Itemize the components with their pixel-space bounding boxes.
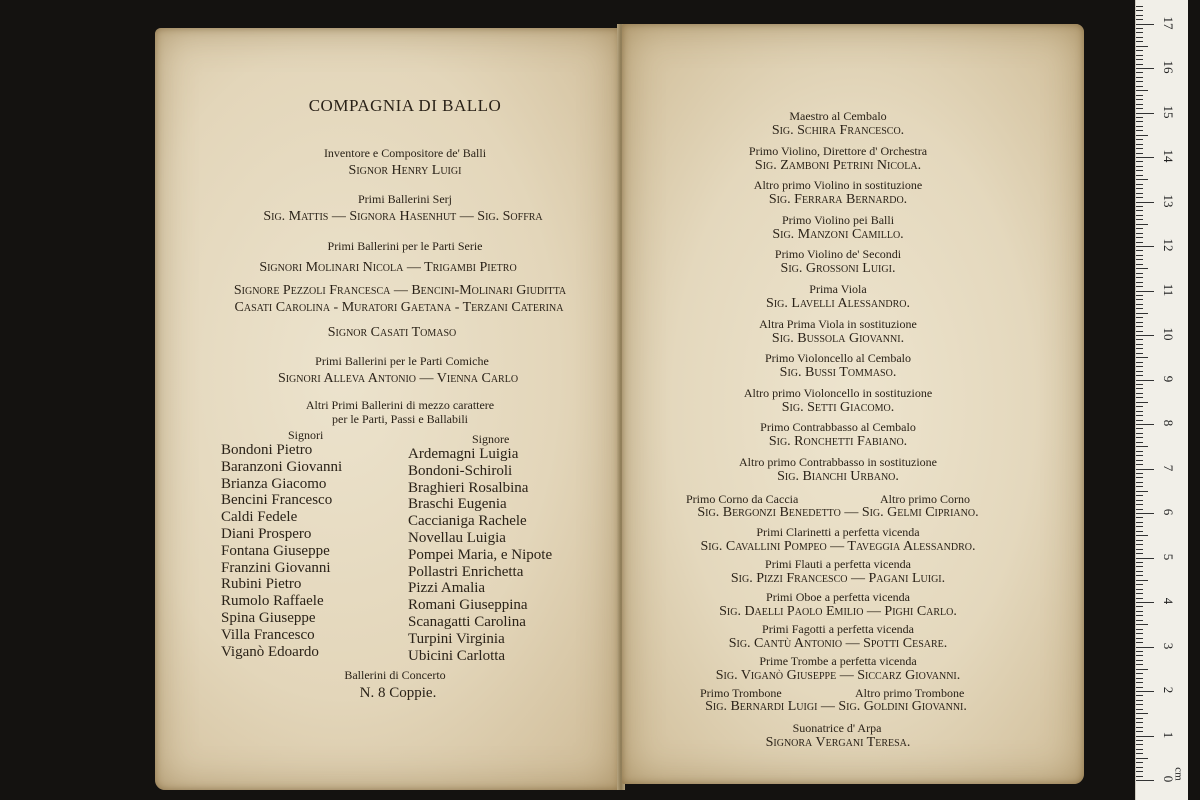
role-label: Primi Ballerini Serj bbox=[358, 192, 452, 206]
list-item: Novellau Luigia bbox=[408, 530, 506, 546]
ruler-tick bbox=[1136, 584, 1143, 585]
person-name: Sig. Cavallini Pompeo — Taveggia Alessandro. bbox=[700, 539, 976, 554]
ruler-tick bbox=[1136, 660, 1143, 661]
person-name: Sig. Bussi Tommaso. bbox=[779, 365, 897, 381]
ruler-tick bbox=[1136, 384, 1143, 385]
ruler-tick bbox=[1136, 161, 1143, 162]
ruler-tick bbox=[1136, 55, 1143, 56]
ruler-tick bbox=[1136, 264, 1143, 265]
ruler-tick bbox=[1136, 558, 1154, 559]
list-item: Romani Giuseppina bbox=[408, 597, 528, 614]
ruler-tick bbox=[1136, 15, 1143, 16]
ruler-tick bbox=[1136, 64, 1143, 65]
ruler-tick bbox=[1136, 647, 1154, 648]
ruler-tick bbox=[1136, 224, 1148, 225]
ruler-tick bbox=[1136, 259, 1143, 260]
ruler-tick bbox=[1136, 286, 1143, 287]
ruler-tick bbox=[1136, 695, 1143, 696]
ruler-tick bbox=[1136, 464, 1143, 465]
ruler-tick bbox=[1136, 673, 1143, 674]
ruler-tick bbox=[1136, 335, 1154, 336]
ruler-tick bbox=[1136, 380, 1154, 381]
list-item: Viganò Edoardo bbox=[221, 643, 319, 660]
list-item: Franzini Giovanni bbox=[221, 559, 331, 576]
ruler-tick bbox=[1136, 166, 1143, 167]
ruler-tick bbox=[1136, 566, 1143, 567]
ruler-tick bbox=[1136, 339, 1143, 340]
column-heading-signore: Signore bbox=[472, 432, 510, 446]
ruler-tick bbox=[1136, 366, 1143, 367]
ruler-tick bbox=[1136, 175, 1143, 176]
ruler-tick bbox=[1136, 41, 1143, 42]
role-label: Prima Viola bbox=[809, 282, 867, 296]
ruler-tick bbox=[1136, 148, 1143, 149]
ruler-tick bbox=[1136, 237, 1143, 238]
ruler-tick bbox=[1136, 121, 1143, 122]
ruler-tick bbox=[1136, 317, 1143, 318]
ruler-tick bbox=[1136, 326, 1143, 327]
role-label: Primo Contrabbasso al Cembalo bbox=[760, 420, 916, 435]
ruler-tick bbox=[1136, 179, 1148, 180]
ruler-tick bbox=[1136, 295, 1143, 296]
ruler-tick bbox=[1136, 669, 1148, 670]
ruler-tick bbox=[1136, 273, 1143, 274]
person-name: Sig. Zamboni Petrini Nicola. bbox=[754, 157, 922, 173]
ruler-tick bbox=[1136, 767, 1143, 768]
list-item: Bondoni Pietro bbox=[221, 442, 313, 458]
ruler-tick bbox=[1136, 629, 1143, 630]
person-name: Sig. Ferrara Bernardo. bbox=[768, 192, 908, 208]
ruler-tick bbox=[1136, 776, 1143, 777]
ruler-number: 6 bbox=[1161, 508, 1176, 516]
ruler-tick bbox=[1136, 549, 1143, 550]
ruler-tick bbox=[1136, 210, 1143, 211]
ruler-tick bbox=[1136, 446, 1148, 447]
ruler-tick bbox=[1136, 170, 1143, 171]
role-label: Altro primo Trombone bbox=[855, 686, 965, 700]
ruler-tick bbox=[1136, 291, 1154, 292]
ruler-tick bbox=[1136, 744, 1143, 745]
ruler-tick bbox=[1136, 242, 1143, 243]
ruler-tick bbox=[1136, 495, 1143, 496]
ruler-tick bbox=[1136, 206, 1143, 207]
list-item: Pizzi Amalia bbox=[408, 580, 486, 597]
ruler-tick bbox=[1136, 108, 1143, 109]
ruler-number: 1 bbox=[1161, 731, 1176, 738]
ruler-tick bbox=[1136, 638, 1143, 639]
ruler-tick bbox=[1136, 77, 1143, 78]
ruler-tick bbox=[1136, 228, 1143, 229]
person-name: Sig. Pizzi Francesco — Pagani Luigi. bbox=[730, 571, 946, 587]
measuring-ruler bbox=[1135, 0, 1188, 800]
ruler-tick bbox=[1136, 255, 1143, 256]
ruler-tick bbox=[1136, 540, 1143, 541]
ruler-tick bbox=[1136, 424, 1154, 425]
ruler-tick bbox=[1136, 344, 1143, 345]
ruler-tick bbox=[1136, 59, 1143, 60]
list-item: Scanagatti Carolina bbox=[408, 614, 526, 630]
list-item: Pompei Maria, e Nipote bbox=[408, 546, 553, 563]
ruler-tick bbox=[1136, 415, 1143, 416]
role-label: Altro primo Violoncello in sostituzione bbox=[743, 385, 933, 400]
ruler-tick bbox=[1136, 749, 1143, 750]
ruler-tick bbox=[1136, 126, 1143, 127]
ruler-tick bbox=[1136, 477, 1143, 478]
person-name: Sig. Bussola Giovanni. bbox=[771, 330, 905, 346]
role-label: Primi Oboe a perfetta vicenda bbox=[766, 589, 910, 604]
ruler-number: 11 bbox=[1161, 283, 1176, 296]
role-label: Altra Prima Viola in sostituzione bbox=[759, 316, 917, 331]
ruler-tick bbox=[1136, 72, 1143, 73]
ruler-tick bbox=[1136, 197, 1143, 198]
person-names: Signore Pezzoli Francesca — Bencini-Molinari Giuditta bbox=[233, 283, 567, 298]
person-name: Sig. Setti Giacomo. bbox=[781, 399, 895, 415]
ruler-tick bbox=[1136, 68, 1154, 69]
role-label: Primo Violino de' Secondi bbox=[774, 247, 902, 262]
ruler-number: 7 bbox=[1161, 464, 1176, 471]
ruler-number: 2 bbox=[1161, 686, 1176, 694]
person-name: Sig. Manzoni Camillo. bbox=[772, 226, 904, 242]
ruler-number: 3 bbox=[1161, 642, 1176, 649]
list-item: Braghieri Rosalbina bbox=[408, 479, 529, 496]
ruler-tick bbox=[1136, 740, 1143, 741]
list-item: Ardemagni Luigia bbox=[408, 446, 519, 462]
ruler-tick bbox=[1136, 722, 1143, 723]
ruler-tick bbox=[1136, 442, 1143, 443]
role-label: Primo Trombone bbox=[700, 686, 782, 700]
ruler-tick bbox=[1136, 308, 1143, 309]
ruler-tick bbox=[1136, 486, 1143, 487]
role-label: Primo Violoncello al Cembalo bbox=[764, 351, 912, 366]
ruler-tick bbox=[1136, 362, 1143, 363]
ruler-tick bbox=[1136, 718, 1143, 719]
ruler-tick bbox=[1136, 598, 1143, 599]
person-name: Signor Henry Luigi bbox=[348, 163, 462, 178]
role-label: Altro primo Corno bbox=[880, 492, 970, 506]
ruler-number: 0 bbox=[1161, 775, 1176, 783]
ruler-tick bbox=[1136, 504, 1143, 505]
ruler-tick bbox=[1136, 615, 1143, 616]
ruler-tick bbox=[1136, 277, 1143, 278]
ruler-tick bbox=[1136, 313, 1148, 314]
ruler-tick bbox=[1136, 32, 1143, 33]
list-item: Baranzoni Giovanni bbox=[221, 458, 343, 475]
ruler-tick bbox=[1136, 682, 1143, 683]
role-label: Altro primo Contrabbasso in sostituzione bbox=[739, 455, 937, 469]
role-label: Primi Flauti a perfetta vicenda bbox=[765, 557, 911, 572]
ruler-tick bbox=[1136, 509, 1143, 510]
ruler-tick bbox=[1136, 700, 1143, 701]
ruler-tick bbox=[1136, 282, 1143, 283]
ruler-number: 12 bbox=[1161, 238, 1176, 252]
role-label: Maestro al Cembalo bbox=[789, 109, 887, 123]
ruler-tick bbox=[1136, 202, 1154, 203]
ruler-tick bbox=[1136, 562, 1143, 563]
ruler-tick bbox=[1136, 299, 1143, 300]
ruler-tick bbox=[1136, 589, 1143, 590]
ruler-tick bbox=[1136, 704, 1143, 705]
ruler-tick bbox=[1136, 469, 1154, 470]
ruler-tick bbox=[1136, 455, 1143, 456]
person-name: Sig. Cantù Antonio — Spotti Cesare. bbox=[728, 635, 948, 651]
ruler-tick bbox=[1136, 268, 1148, 269]
ruler-tick bbox=[1136, 188, 1143, 189]
role-label: Suonatrice d' Arpa bbox=[792, 721, 882, 735]
ruler-number: 5 bbox=[1161, 553, 1176, 560]
ruler-tick bbox=[1136, 753, 1143, 754]
role-label: Inventore e Compositore de' Balli bbox=[323, 146, 487, 160]
ruler-tick bbox=[1136, 184, 1143, 185]
ruler-tick bbox=[1136, 411, 1143, 412]
ruler-tick bbox=[1136, 651, 1143, 652]
ruler-tick bbox=[1136, 758, 1148, 759]
ruler-tick bbox=[1136, 90, 1148, 91]
person-name: Sig. Bianchi Urbano. bbox=[777, 469, 899, 484]
list-item: Caldi Fedele bbox=[221, 509, 298, 526]
ruler-tick bbox=[1136, 130, 1143, 131]
ruler-tick bbox=[1136, 713, 1148, 714]
ruler-tick bbox=[1136, 402, 1148, 403]
ruler-tick bbox=[1136, 687, 1143, 688]
ruler-tick bbox=[1136, 526, 1143, 527]
list-item: Villa Francesco bbox=[221, 626, 315, 643]
ruler-tick bbox=[1136, 580, 1148, 581]
ruler-tick bbox=[1136, 771, 1143, 772]
ruler-tick bbox=[1136, 553, 1143, 554]
person-names: Casati Carolina - Muratori Gaetana - Terzani Caterina bbox=[234, 300, 564, 315]
ruler-tick bbox=[1136, 99, 1143, 100]
ruler-tick bbox=[1136, 353, 1143, 354]
ruler-tick bbox=[1136, 491, 1148, 492]
ruler-tick bbox=[1136, 762, 1143, 763]
ruler-tick bbox=[1136, 393, 1143, 394]
role-label: Primo Violino, Direttore d' Orchestra bbox=[748, 143, 928, 158]
ruler-tick bbox=[1136, 113, 1154, 114]
ruler-tick bbox=[1136, 10, 1143, 11]
person-name: Sig. Daelli Paolo Emilio — Pighi Carlo. bbox=[719, 603, 957, 619]
ruler-tick bbox=[1136, 522, 1143, 523]
ruler-tick bbox=[1136, 709, 1143, 710]
ruler-tick bbox=[1136, 611, 1143, 612]
ruler-tick bbox=[1136, 420, 1143, 421]
ruler-tick bbox=[1136, 397, 1143, 398]
ruler-tick bbox=[1136, 620, 1143, 621]
ruler-tick bbox=[1136, 322, 1143, 323]
list-item: Bencini Francesco bbox=[221, 492, 333, 509]
ruler-tick bbox=[1136, 428, 1143, 429]
ruler-tick bbox=[1136, 664, 1143, 665]
ruler-tick bbox=[1136, 460, 1143, 461]
role-label: per le Parti, Passi e Ballabili bbox=[332, 412, 468, 426]
person-name: Sig. Schira Francesco. bbox=[771, 123, 905, 138]
ruler-tick bbox=[1136, 357, 1148, 358]
ruler-tick bbox=[1136, 535, 1148, 536]
role-label: Prime Trombe a perfetta vicenda bbox=[759, 654, 917, 669]
list-item: Bondoni-Schiroli bbox=[408, 462, 513, 479]
ruler-tick bbox=[1136, 215, 1143, 216]
ruler-tick bbox=[1136, 727, 1143, 728]
list-item: Rubini Pietro bbox=[221, 576, 302, 593]
role-label: Ballerini di Concerto bbox=[344, 668, 446, 682]
ruler-tick bbox=[1136, 144, 1143, 145]
ruler-tick bbox=[1136, 655, 1143, 656]
ruler-tick bbox=[1136, 606, 1143, 607]
ruler-tick bbox=[1136, 482, 1143, 483]
ruler-tick bbox=[1136, 593, 1143, 594]
ruler-tick bbox=[1136, 602, 1154, 603]
ruler-tick bbox=[1136, 371, 1143, 372]
person-names: Sig. Mattis — Signora Hasenhut — Sig. Soffra bbox=[263, 209, 543, 224]
ruler-tick bbox=[1136, 473, 1143, 474]
role-label: Altri Primi Ballerini di mezzo carattere bbox=[305, 398, 495, 412]
ruler-tick bbox=[1136, 104, 1143, 105]
role-label: Primi Ballerini per le Parti Comiche bbox=[315, 354, 489, 368]
ruler-tick bbox=[1136, 135, 1148, 136]
ruler-tick bbox=[1136, 433, 1143, 434]
ruler-tick bbox=[1136, 571, 1143, 572]
role-label: Altro primo Violino in sostituzione bbox=[753, 178, 923, 193]
ruler-tick bbox=[1136, 246, 1154, 247]
person-name: Sig. Lavelli Alessandro. bbox=[766, 296, 910, 311]
ruler-tick bbox=[1136, 500, 1143, 501]
list-item: Turpini Virginia bbox=[408, 630, 505, 647]
list-item: Caccianiga Rachele bbox=[408, 513, 527, 530]
ruler-unit: cm bbox=[1172, 767, 1185, 781]
person-name: Sig. Viganò Giuseppe — Siccarz Giovanni. bbox=[715, 668, 961, 684]
ruler-tick bbox=[1136, 517, 1143, 518]
ruler-tick bbox=[1136, 50, 1143, 51]
ruler-tick bbox=[1136, 219, 1143, 220]
list-item: Ubicini Carlotta bbox=[408, 647, 506, 664]
person-names: Signori Molinari Nicola — Trigambi Pietro bbox=[259, 260, 517, 275]
person-names: Sig. Bernardi Luigi — Sig. Goldini Giovanni. bbox=[705, 699, 967, 714]
ruler-number: 14 bbox=[1161, 149, 1176, 163]
ruler-tick bbox=[1136, 46, 1148, 47]
ruler-tick bbox=[1136, 736, 1154, 737]
ruler-tick bbox=[1136, 544, 1143, 545]
role-label: Primo Violino pei Balli bbox=[781, 212, 895, 227]
ruler-tick bbox=[1136, 6, 1143, 7]
list-item: Fontana Giuseppe bbox=[221, 542, 330, 559]
ruler-tick bbox=[1136, 575, 1143, 576]
ruler-tick bbox=[1136, 19, 1143, 20]
ruler-tick bbox=[1136, 117, 1143, 118]
person-names: Signori Alleva Antonio — Vienna Carlo bbox=[277, 371, 519, 386]
list-item: Diani Prospero bbox=[221, 526, 312, 542]
person-name: Sig. Grossoni Luigi. bbox=[780, 261, 896, 277]
ruler-tick bbox=[1136, 81, 1143, 82]
ruler-number: 9 bbox=[1161, 375, 1176, 382]
ruler-tick bbox=[1136, 86, 1143, 87]
ruler-tick bbox=[1136, 691, 1154, 692]
role-label: Primi Ballerini per le Parti Serie bbox=[327, 239, 483, 253]
ruler-tick bbox=[1136, 678, 1143, 679]
ruler-tick bbox=[1136, 406, 1143, 407]
ruler-tick bbox=[1136, 388, 1143, 389]
person-names: Signor Casati Tomaso bbox=[327, 325, 457, 340]
ruler-tick bbox=[1136, 633, 1143, 634]
ruler-tick bbox=[1136, 233, 1143, 234]
list-item: Pollastri Enrichetta bbox=[408, 563, 524, 580]
ruler-tick bbox=[1136, 331, 1143, 332]
ruler-tick bbox=[1136, 304, 1143, 305]
ruler-tick bbox=[1136, 157, 1154, 158]
concerto-value: N. 8 Coppie. bbox=[359, 685, 437, 701]
ruler-tick bbox=[1136, 780, 1154, 781]
role-label: Primo Corno da Caccia bbox=[686, 492, 799, 506]
list-item: Spina Giuseppe bbox=[221, 610, 316, 626]
ruler-tick bbox=[1136, 348, 1143, 349]
person-name: Sig. Ronchetti Fabiano. bbox=[768, 434, 908, 450]
ruler-tick bbox=[1136, 153, 1143, 154]
list-item: Braschi Eugenia bbox=[408, 496, 507, 513]
list-item: Brianza Giacomo bbox=[221, 475, 327, 492]
ruler-tick bbox=[1136, 624, 1148, 625]
ruler-number: 4 bbox=[1161, 597, 1176, 605]
list-item: Rumolo Raffaele bbox=[221, 593, 324, 610]
ruler-tick bbox=[1136, 139, 1143, 140]
ruler-tick bbox=[1136, 250, 1143, 251]
ruler-number: 16 bbox=[1161, 60, 1176, 74]
ruler-tick bbox=[1136, 642, 1143, 643]
ruler-tick bbox=[1136, 531, 1143, 532]
page-title: COMPAGNIA DI BALLO bbox=[308, 96, 502, 115]
ruler-tick bbox=[1136, 37, 1143, 38]
person-name: Signora Vergani Teresa. bbox=[765, 735, 911, 750]
ruler-tick bbox=[1136, 437, 1143, 438]
ruler-number: 15 bbox=[1161, 105, 1176, 118]
ruler-tick bbox=[1136, 375, 1143, 376]
ruler-tick bbox=[1136, 513, 1154, 514]
role-label: Primi Fagotti a perfetta vicenda bbox=[762, 621, 914, 636]
ruler-number: 17 bbox=[1161, 16, 1176, 29]
ruler-number: 13 bbox=[1161, 194, 1176, 207]
ruler-tick bbox=[1136, 28, 1143, 29]
ruler-tick bbox=[1136, 24, 1154, 25]
ruler-tick bbox=[1136, 731, 1143, 732]
ruler-number: 10 bbox=[1161, 327, 1176, 341]
ruler-number: 8 bbox=[1161, 419, 1176, 427]
column-heading-signori: Signori bbox=[288, 428, 324, 442]
ruler-tick bbox=[1136, 95, 1143, 96]
person-names: Sig. Bergonzi Benedetto — Sig. Gelmi Cipriano. bbox=[697, 505, 979, 520]
role-label: Primi Clarinetti a perfetta vicenda bbox=[756, 525, 920, 539]
ruler-tick bbox=[1136, 451, 1143, 452]
ruler-tick bbox=[1136, 193, 1143, 194]
